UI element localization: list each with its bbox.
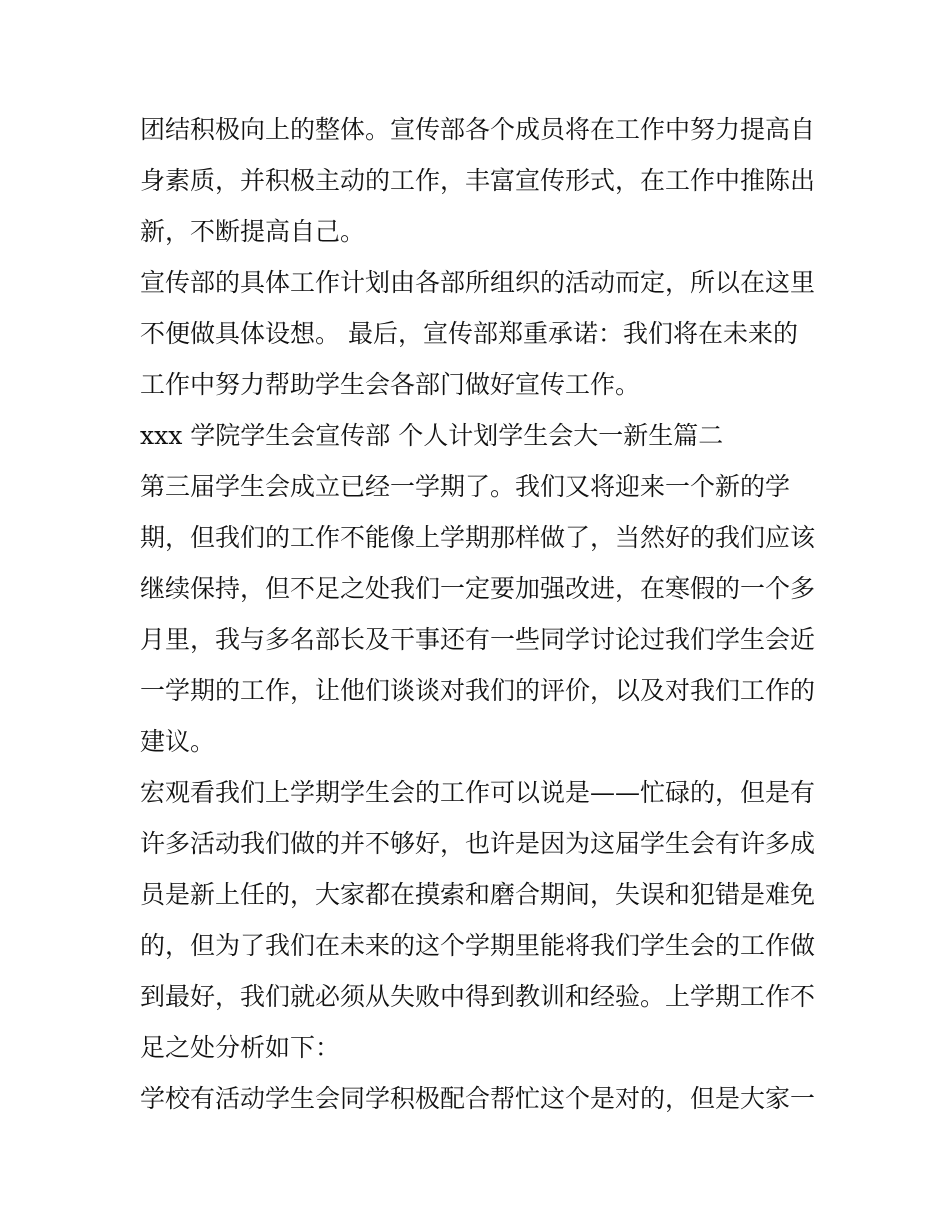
text-line: 足之处分析如下： xyxy=(140,1033,341,1062)
text-line: 一学期的工作，让他们谈谈对我们的评价，以及对我们工作的 xyxy=(140,676,816,705)
text-line: 工作中努力帮助学生会各部门做好宣传工作。 xyxy=(140,370,641,399)
text-line: 许多活动我们做的并不够好，也许是因为这届学生会有许多成 xyxy=(140,829,816,858)
document-body xyxy=(140,104,820,1124)
text-line: 团结积极向上的整体。宣传部各个成员将在工作中努力提高自 xyxy=(140,115,816,144)
text-line: 的，但为了我们在未来的这个学期里能将我们学生会的工作做 xyxy=(140,931,816,960)
text-line: 身素质，并积极主动的工作，丰富宣传形式，在工作中推陈出 xyxy=(140,166,816,195)
text-line: 到最好，我们就必须从失败中得到教训和经验。上学期工作不 xyxy=(140,982,816,1011)
text-line: 月里，我与多名部长及干事还有一些同学讨论过我们学生会近 xyxy=(140,625,816,654)
text-line: 期，但我们的工作不能像上学期那样做了，当然好的我们应该 xyxy=(140,523,816,552)
text-line: 员是新上任的，大家都在摸索和磨合期间，失误和犯错是难免 xyxy=(140,880,816,909)
text-line: 宏观看我们上学期学生会的工作可以说是——忙碌的，但是有 xyxy=(140,778,816,807)
text-line: 第三届学生会成立已经一学期了。我们又将迎来一个新的学 xyxy=(140,472,791,501)
text-line: 学校有活动学生会同学积极配合帮忙这个是对的，但是大家一 xyxy=(140,1084,816,1113)
section-heading: xxx 学院学生会宣传部 个人计划学生会大一新生篇二 xyxy=(140,421,724,450)
text-line: 新，不断提高自己。 xyxy=(140,217,366,246)
text-line: 建议。 xyxy=(140,727,216,756)
text-line: 继续保持，但不足之处我们一定要加强改进，在寒假的一个多 xyxy=(140,574,816,603)
text-line: 不便做具体设想。 最后，宣传部郑重承诺：我们将在未来的 xyxy=(140,319,798,348)
text-line: 宣传部的具体工作计划由各部所组织的活动而定，所以在这里 xyxy=(140,268,816,297)
